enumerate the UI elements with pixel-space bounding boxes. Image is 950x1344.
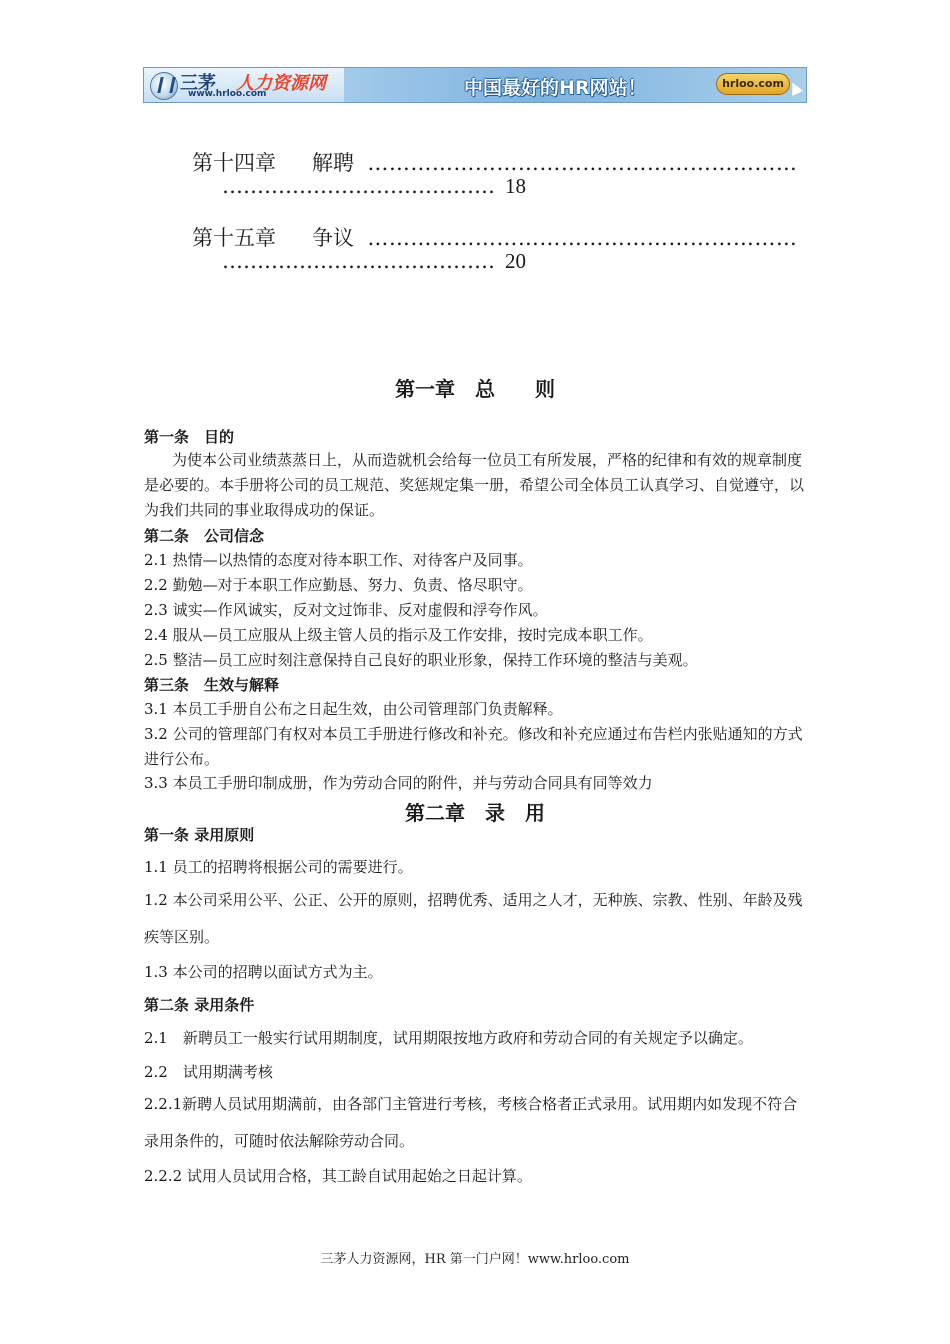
toc-page-number: 20 (505, 249, 526, 273)
hiring-condition-item: 2.2.1新聘人员试用期满前，由各部门主管进行考核，考核合格者正式录用。试用期内如发现不符合录用条件的，可随时依法解除劳动合同。 (144, 1095, 798, 1150)
toc-entry-14-cont (222, 174, 526, 199)
effect-item: 3.2 公司的管理部门有权对本员工手册进行修改和补充。修改和补充应通过布告栏内张贴通知的方式进行公布。 (144, 725, 803, 768)
ch2-article-1-heading: 第一条 录用原则 (144, 826, 255, 844)
toc-leader: ………………………………… (222, 249, 495, 273)
toc-leader: …………………………………………………… (367, 226, 798, 250)
toc-chapter-number: 第十五章 (192, 226, 276, 250)
article-2-heading: 第二条 公司信念 (144, 527, 265, 545)
ch2-article-2-heading: 第二条 录用条件 (144, 996, 255, 1014)
banner-brand-black: 三茅 (180, 73, 216, 94)
hiring-principle-item: 1.2 本公司采用公平、公正、公开的原则，招聘优秀、适用之人才，无种族、宗教、性别、年龄及残疾等区别。 (144, 891, 803, 946)
toc-leader: ………………………………… (222, 174, 495, 198)
effect-item: 3.1 本员工手册自公布之日起生效，由公司管理部门负责解释。 (144, 700, 563, 718)
article-1-heading: 第一条 目的 (144, 428, 235, 446)
banner-url: www.hrloo.com (188, 89, 267, 99)
effect-item: 3.3 本员工手册印制成册，作为劳动合同的附件，并与劳动合同具有同等效力 (144, 774, 653, 792)
toc-chapter-title: 争议 (312, 226, 354, 250)
chapter-1-title: 第一章 总 则 (395, 377, 555, 401)
page-footer: 三茅人力资源网，HR 第一门户网！www.hrloo.com (320, 1252, 630, 1267)
article-3-heading: 第三条 生效与解释 (144, 676, 280, 694)
toc-chapter-title: 解聘 (312, 151, 354, 175)
chapter-2-title: 第二章 录 用 (405, 801, 545, 825)
belief-item: 2.5 整洁—员工应时刻注意保持自己良好的职业形象，保持工作环境的整洁与美观。 (144, 651, 698, 669)
banner-brand-red: 人力资源网 (236, 73, 326, 94)
toc-page-number: 18 (505, 174, 526, 198)
belief-item: 2.2 勤勉—对于本职工作应勤恳、努力、负责、恪尽职守。 (144, 576, 533, 594)
belief-item: 2.1 热情—以热情的态度对待本职工作、对待客户及同事。 (144, 551, 533, 569)
toc-leader: …………………………………………………… (367, 151, 798, 175)
toc-entry-15-cont (222, 249, 526, 274)
article-1-body: 为使本公司业绩蒸蒸日上，从而造就机会给每一位员工有所发展，严格的纪律和有效的规章制度是必要的。本手册将公司的员工规范、奖惩规定集一册，希望公司全体员工认真学习、自觉遵守，以为我们共同的事业取得成功的保证。 (144, 451, 805, 519)
hiring-principle-item: 1.3 本公司的招聘以面试方式为主。 (144, 963, 383, 981)
hiring-condition-item: 2.1 新聘员工一般实行试用期制度，试用期限按地方政府和劳动合同的有关规定予以确定。 (144, 1029, 753, 1047)
hiring-principle-item: 1.1 员工的招聘将根据公司的需要进行。 (144, 858, 413, 876)
toc-chapter-number: 第十四章 (192, 151, 276, 175)
toc-entry-15 (192, 222, 797, 252)
hiring-condition-item: 2.2.2 试用人员试用合格，其工龄自试用起始之日起计算。 (144, 1167, 532, 1185)
hiring-condition-item: 2.2 试用期满考核 (144, 1063, 273, 1081)
belief-item: 2.4 服从—员工应服从上级主管人员的指示及工作安排，按时完成本职工作。 (144, 626, 653, 644)
belief-item: 2.3 诚实—作风诚实，反对文过饰非、反对虚假和浮夸作风。 (144, 601, 548, 619)
header-banner[interactable] (143, 67, 807, 103)
banner-site-button[interactable]: hrloo.com (716, 73, 790, 95)
logo-icon (150, 72, 178, 100)
banner-slogan: 中国最好的HR网站！ (464, 77, 647, 99)
toc-entry-14 (192, 147, 797, 177)
